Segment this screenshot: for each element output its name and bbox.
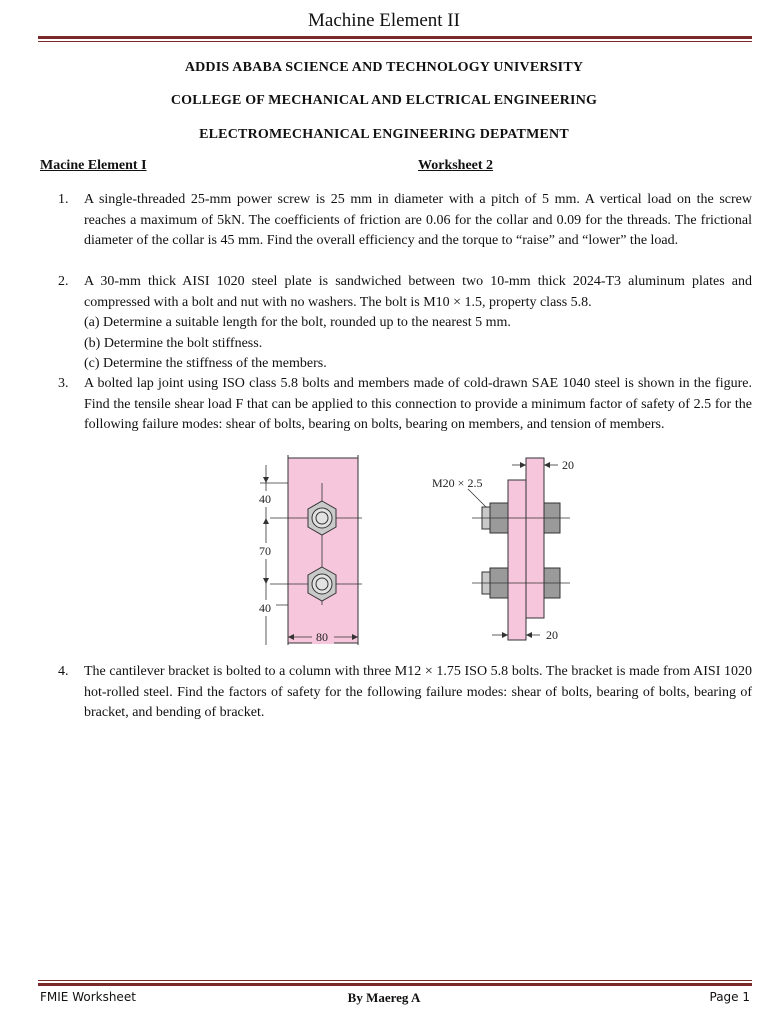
worksheet-label: Worksheet 2	[418, 158, 494, 173]
footer-left: FMIE Worksheet	[40, 990, 136, 1004]
front-plate	[288, 458, 358, 643]
page-number: Page 1	[709, 990, 750, 1004]
question-3	[58, 374, 752, 436]
bolt-spec-label: M20 × 2.5	[432, 476, 483, 490]
question-number: 4.	[58, 664, 69, 679]
footer-author: By Maereg A	[347, 990, 421, 1005]
question-number: 1.	[58, 192, 69, 207]
college-name: COLLEGE OF MECHANICAL AND ELCTRICAL ENGINEERING	[170, 93, 598, 108]
question-text: A single-threaded 25-mm power screw is 25 mm in diameter with a pitch of 5 mm. A vertical load on the screw reaches a maximum of 5kN. The coefficients of friction are 0.06 for the collar and 0.09 for the threads. The frictional diameter of the collar is 45 mm. Find the overall efficiency and the torque to “raise” and “lower” the load.	[84, 192, 752, 248]
question-part: (c) Determine the stiffness of the members.	[84, 356, 327, 371]
course-label: Macine Element I	[40, 158, 147, 173]
department-name: ELECTROMECHANICAL ENGINEERING DEPATMENT	[199, 127, 569, 142]
dim-label: 40	[259, 601, 271, 615]
footer-rule-thick	[38, 983, 752, 986]
header-rule-thick	[38, 36, 752, 39]
question-number: 3.	[58, 376, 69, 391]
dim-label: 70	[259, 544, 271, 558]
question-number: 2.	[58, 274, 69, 289]
bolt-head-top	[308, 501, 336, 535]
question-part: (a) Determine a suitable length for the bolt, rounded up to the nearest 5 mm.	[84, 315, 511, 330]
bolt-head-bottom	[308, 567, 336, 601]
bolted-joint-figure	[240, 455, 580, 655]
header-rule-thin	[38, 41, 752, 42]
dim-label: 20	[562, 458, 574, 472]
question-1	[58, 190, 752, 252]
side-plate-right	[526, 458, 544, 618]
question-2	[58, 272, 752, 375]
question-4	[58, 662, 752, 724]
question-text: A bolted lap joint using ISO class 5.8 bolts and members made of cold-drawn SAE 1040 steel is shown in the figure. Find the tensile shear load F that can be applied to this connection to provide a minimum factor of safety of 2.5 for the following failure modes: shear of bolts, bearing on bolts, bearing on members, and tension of members.	[84, 376, 752, 432]
header-title: Machine Element II	[308, 10, 460, 31]
dim-label: 20	[546, 628, 558, 642]
university-name: ADDIS ABABA SCIENCE AND TECHNOLOGY UNIVERSITY	[184, 60, 584, 75]
question-text: The cantilever bracket is bolted to a column with three M12 × 1.75 ISO 5.8 bolts. The bracket is made from AISI 1020 hot-rolled steel. Find the factors of safety for the following failure modes: shear of bolts, bearing of bolts, bearing of bracket, and bending of bracket.	[84, 664, 752, 720]
footer-rule-thin	[38, 980, 752, 981]
side-plate-left	[508, 480, 526, 640]
question-text: A 30-mm thick AISI 1020 steel plate is sandwiched between two 10-mm thick 2024-T3 aluminum plates and compressed with a bolt and nut with no washers. The bolt is M10 × 1.5, property class 5.8.	[84, 274, 752, 310]
question-part: (b) Determine the bolt stiffness.	[84, 335, 263, 351]
dim-label: 80	[316, 630, 328, 644]
dim-label: 40	[259, 492, 271, 506]
